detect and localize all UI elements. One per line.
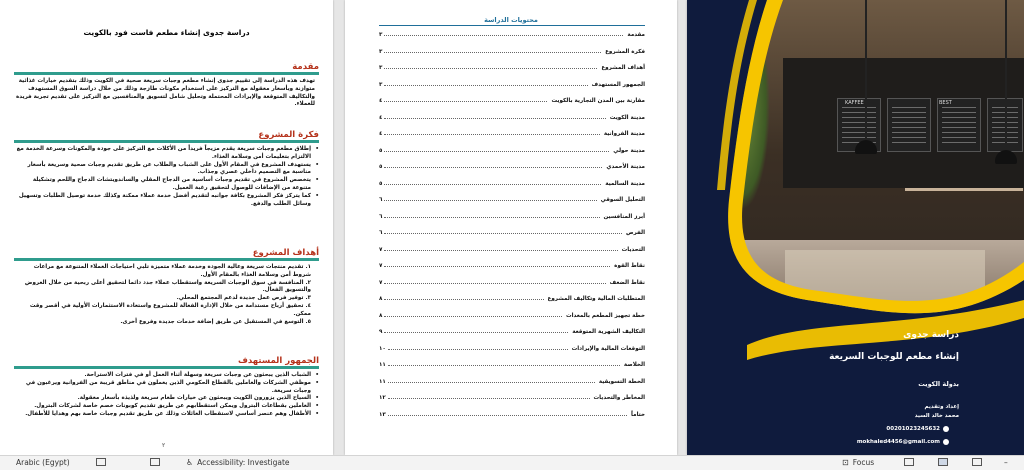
toc-entry[interactable] [379,311,645,319]
section-heading-goals: أهداف المشروع [252,248,319,258]
toc-entry-page: ٤ [379,131,383,137]
toc-leader-dots [384,283,605,284]
toc-entry[interactable] [379,113,645,121]
list-item: • إطلاق مطعم وجبات سريعة يقدم مزيجاً فريداً من الأكلات مع التركيز على جودة والمكونات وسرعة الخدمة مع الالتزام بتعليمات أمن وسلامة الغذاء. [14,146,319,162]
toc-entry-page: ١٠ [379,345,386,352]
toc-leader-dots [384,167,602,168]
print-layout-icon [938,458,948,466]
toc-leader-dots [384,316,562,317]
cover-email [857,439,949,445]
section-divider [14,72,319,75]
sign-text: KAFFEE [845,100,864,106]
toc-entry[interactable] [379,129,645,137]
list-item: ١. تقديم منتجات سريعة وعالية الجودة وخدمة عملاء متميزة تلبي احتياجات العملاء المتنوعة مع مراعات شروط أمن وسلامة الغذاء بالمقام الأول. [33,264,311,278]
page-number: ٢ [162,442,166,449]
list-item: • العاملين بقطاعات البترول ويمكن استقطابهم عن طريق تقديم كوبونات خصم خاصة لشركات البترول. [14,403,319,411]
list-item: ٣. توفير فرص عمل جديدة لدعم المجتمع المحلي. [176,295,311,302]
keyboard-icon [96,458,106,466]
intro-paragraph: تهدف هذه الدراسة إلى تقييم جدوى إنشاء مطعم وجبات سريعة صحية في الكويت وذلك بتقديم خيارات غذائية متوازنة وبأسعار معقولة مع التركيز على استخدام مكونات طازجة وذلك من خلال دراسة السوق المستهدف والتكاليف المتوقعة والإيرادات المحتملة وتحليل شامل لتسويق والمنافسين مع التركيز على تقديم تجربة فريدة للعملاء. [15,78,315,108]
toc-entry[interactable] [379,377,645,385]
toc-leader-dots [388,365,620,366]
toc-entry[interactable] [379,212,645,220]
focus-button[interactable] [842,458,874,467]
toc-entry-label: ختاماً [631,411,645,418]
toc-entry[interactable] [379,393,645,401]
toc-entry-label: الخطة التسويقية [598,378,645,385]
list-item: ٢. المنافسة في سوق الوجبات السريعة واستقطاب عملاء جدد دائما لتحقيق أعلى ربحية من خلال العروض والتسويق الفعال. [24,279,311,294]
toc-entry-label: الفرص [625,230,645,236]
toc-entry-page: ٣ [379,48,383,55]
toc-title: محتويات الدراسة [484,16,538,24]
toc-entry-label: الخلاصة [623,362,645,368]
section-divider [14,258,319,261]
focus-icon: ⊡ [842,458,849,467]
toc-entry-label: مدينة الكويت [609,114,645,121]
section-heading-intro: مقدمة [292,62,319,72]
toc-entry-label: فكرة المشروع [605,48,645,55]
toc-leader-dots [384,101,547,102]
zoom-out-button[interactable] [1004,458,1008,467]
cover-main-title: إنشاء مطعم للوجبات السريعة [829,352,959,362]
cover-prepared-by: إعداد وتقديم [924,404,959,410]
text-predictions-button[interactable] [96,458,106,466]
toc-entry-label: مدينة الفروانية [603,131,645,137]
toc-entry-label: المخاطر والتحديات [593,395,645,401]
toc-entry-label: التحديات [621,246,645,253]
toc-leader-dots [384,68,597,69]
goals-list [14,264,319,326]
toc-entry[interactable] [379,278,645,286]
toc-entry-page: ٣ [379,65,383,71]
read-mode-button[interactable] [904,458,914,466]
toc-leader-dots [384,299,543,300]
toc-entry-label: نقاط القوة [614,263,645,269]
toc-leader-dots [388,349,568,350]
toc-leader-dots [384,52,601,53]
toc-entry-label: خطة تجهيز المطعم بالمعدات [565,312,645,319]
sign-text: BEST [939,100,952,106]
toc-entry[interactable] [379,80,645,88]
accessibility-icon: ♿ [186,458,194,467]
toc-leader-dots [384,233,622,234]
toc-leader-dots [384,118,605,119]
toc-entry-page: ٩ [379,329,383,335]
toc-entry-label: مدينة الأحمدي [606,164,645,170]
table-of-contents-page [345,0,677,455]
language-text: Arabic (Egypt) [16,458,70,467]
list-item: • يتخصص المشروع في تقديم وجبات أساسية من الدجاج المقلي والساندويتشات الدجاج واللحم وتشكيلة متنوعة من الإضافات للوصول لتحقيق رغبة العميل. [14,177,319,193]
toc-entry-page: ٦ [379,230,383,236]
toc-entry-page: ٤ [379,98,383,104]
toc-entry[interactable] [379,360,645,368]
phone-text: 00201023245632 [886,426,940,432]
toc-entry-page: ٧ [379,263,383,269]
web-layout-icon [972,458,982,466]
cover-page [687,0,1024,455]
toc-entry[interactable] [379,146,645,154]
toc-entry-page: ٥ [379,180,383,187]
toc-entry[interactable] [379,228,645,236]
toc-entry[interactable] [379,261,645,269]
toc-leader-dots [384,151,609,152]
toc-leader-dots [384,85,587,86]
language-indicator[interactable] [16,458,70,467]
macro-button[interactable] [150,458,160,466]
toc-entry-page: ١٣ [379,411,386,418]
toc-entry-page: ٧ [379,279,383,286]
toc-entry[interactable] [379,179,645,187]
toc-entry-label: مدينة السالمية [605,180,645,187]
audience-list [14,372,319,419]
toc-entry-page: ٦ [379,213,383,220]
read-mode-icon [904,458,914,466]
toc-entry-page: ١١ [379,362,386,368]
toc-entry-page: ٧ [379,246,383,253]
list-item: • السياح الذين يزورون الكويت ويبحثون عن خيارات طعام سريعة ولذيذة بأسعار معقولة. [14,395,319,403]
list-item: • موظفي الشركات والعاملين بالقطاع الحكومي الذين يعملون في مناطق قريبة من الفروانية ويرغبون في وجبات سريعة. [14,380,319,396]
toc-leader-dots [388,398,590,399]
focus-text: Focus [852,458,875,467]
macro-icon [150,458,160,466]
list-item: ٤. تحقيق أرباح مستدامة من خلال الإدارة الفعالة للمشروع واستعادة الاستثمارات الأولية في أقصر وقت ممكن. [29,302,311,317]
toc-entry-label: التحليل السوقي [600,197,645,203]
toc-entry[interactable] [379,195,645,203]
toc-entry-page: ١٢ [379,395,386,401]
toc-leader-dots [388,415,627,416]
section-heading-audience: الجمهور المستهدف [237,356,319,366]
toc-entry[interactable] [379,344,645,352]
toc-divider [379,25,645,26]
toc-entry[interactable] [379,96,645,104]
section-divider [14,140,319,143]
toc-entry-page: ٥ [379,147,383,154]
toc-entry-page: ٨ [379,296,383,302]
section-divider [14,366,319,369]
list-item: • الأطفال وهم عنصر أساسي لاستقطاب العائلات وذلك عن طريق تقديم وجبات خاصة بهم وهدايا للأطفال. [14,411,319,419]
document-title: دراسة جدوى إنشاء مطعم فاست فود بالكويت [83,28,250,37]
web-layout-button[interactable] [972,458,982,466]
toc-entry-page: ٣ [379,32,383,38]
whatsapp-icon [943,426,949,432]
list-item: • الشباب الذين يبحثون عن وجبات سريعة وسهلة أثناء العمل أو في فترات الاستراحة. [14,372,319,380]
toc-entry-label: الجمهور المستهدف [591,81,645,88]
cover-phone [886,426,949,432]
toc-leader-dots [384,332,568,333]
toc-entry[interactable] [379,294,645,302]
toc-leader-dots [388,382,595,383]
cover-author: محمد خالد السيد [914,413,959,419]
section-heading-idea: فكرة المشروع [258,130,319,140]
cover-study-label: دراسة جدوى [903,330,959,340]
toc-entry-label: مقدمة [627,32,645,38]
toc-entry-label: المتطلبات المالية وتكاليف المشروع [547,296,645,302]
toc-leader-dots [384,266,610,267]
toc-leader-dots [384,250,617,251]
toc-leader-dots [384,35,623,36]
toc-entry[interactable] [379,410,645,418]
cover-location: بدولة الكويت [918,380,959,388]
toc-entry-label: مدينة حولي [613,147,645,154]
toc-entry-page: ٦ [379,197,383,203]
accessibility-text: Accessibility: Investigate [197,458,290,467]
toc-entry[interactable] [379,63,645,71]
status-bar [0,455,1024,470]
toc-entry[interactable] [379,162,645,170]
toc-entry[interactable] [379,47,645,55]
toc-entry-label: التكاليف الشهرية المتوقعة [572,329,645,335]
toc-leader-dots [384,200,596,201]
document-page-content [0,0,333,455]
toc-entry-label: مقارنة بين المدن التجارية بالكويت [551,98,645,104]
print-layout-button[interactable] [938,458,948,466]
toc-entry-page: ٤ [379,114,383,121]
list-item: • كما يتركز فكر المشروع بكافة جوانبه لتقديم أفضل خدمة عملاء ممكنة وكذلك خدمة توصيل الطلبات وتسهيل وسائل الطلب والدفع. [14,193,319,209]
email-icon [943,439,949,445]
toc-entry-label: أهداف المشروع [601,65,645,71]
toc-entry[interactable] [379,30,645,38]
toc-entry-page: ٨ [379,312,383,319]
idea-list [14,146,319,208]
toc-entry-page: ١١ [379,378,386,385]
list-item: • يستهدف المشروع في المقام الأول على الشباب والطلاب عن طريق تقديم وجبات صحية وسريعة بأسعار مناسبة مع التصميم داخلي عصري وجذاب. [14,162,319,178]
toc-entry[interactable] [379,245,645,253]
toc-entry-label: التوقعات المالية والإيرادات [571,345,645,352]
toc-leader-dots [384,184,601,185]
email-text: mokhaled4456@gmail.com [856,439,940,445]
toc-entry-label: أبرز المنافسين [603,213,645,220]
toc-entry-label: نقاط الضعف [609,279,645,286]
toc-leader-dots [384,134,599,135]
toc-entry[interactable] [379,327,645,335]
minus-icon: – [1004,458,1008,467]
accessibility-button[interactable] [186,458,290,467]
toc-entry-page: ٥ [379,164,383,170]
toc-entry-page: ٣ [379,81,383,88]
toc-leader-dots [384,217,599,218]
list-item: ٥. التوسع في المستقبل عن طريق إضافة خدمات جديدة وفروع أخرى. [120,318,311,325]
